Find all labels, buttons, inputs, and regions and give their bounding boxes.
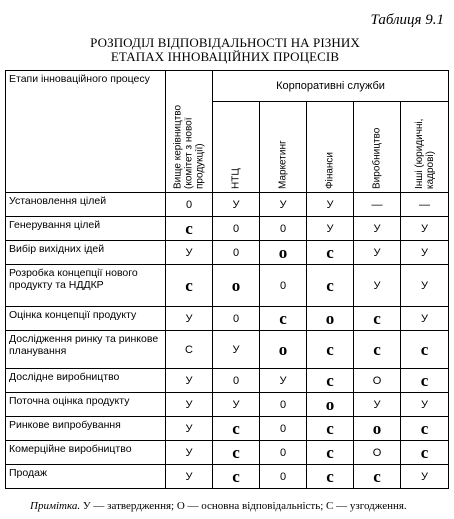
table-cell: с bbox=[307, 241, 354, 265]
table-cell: 0 bbox=[260, 441, 307, 465]
table-row bbox=[6, 417, 449, 441]
table-number: Таблиця 9.1 bbox=[370, 12, 444, 28]
table-row bbox=[6, 441, 449, 465]
row-stage: Поточна оцінка продукту bbox=[6, 393, 166, 417]
column-header-other-label: Інші (юридичні, кадрові) bbox=[413, 118, 436, 189]
table-cell: о bbox=[260, 241, 307, 265]
table-cell: о bbox=[307, 307, 354, 331]
table-cell: У bbox=[307, 193, 354, 217]
table-cell: с bbox=[401, 417, 449, 441]
column-header-ntc bbox=[213, 102, 260, 193]
table-cell: 0 bbox=[260, 265, 307, 307]
table-cell: У bbox=[354, 241, 401, 265]
column-header-finance-label: Фінанси bbox=[324, 151, 336, 189]
table-cell: У bbox=[166, 417, 213, 441]
table-cell: с bbox=[307, 331, 354, 369]
title-line-1: РОЗПОДІЛ ВІДПОВІДАЛЬНОСТІ НА РІЗНИХ bbox=[90, 35, 360, 50]
table-cell: У bbox=[213, 393, 260, 417]
table-cell: с bbox=[401, 369, 449, 393]
column-header-finance bbox=[307, 102, 354, 193]
responsibility-table bbox=[5, 70, 449, 489]
table-row bbox=[6, 369, 449, 393]
table-cell: с bbox=[166, 217, 213, 241]
table-row bbox=[6, 241, 449, 265]
table-cell: У bbox=[354, 265, 401, 307]
table-cell: 0 bbox=[166, 193, 213, 217]
table-cell: с bbox=[307, 465, 354, 489]
table-note bbox=[30, 500, 407, 512]
row-stage: Оцінка концепції продукту bbox=[6, 307, 166, 331]
table-cell: У bbox=[166, 465, 213, 489]
table-cell: 0 bbox=[213, 241, 260, 265]
column-header-management bbox=[166, 71, 213, 193]
row-stage: Продаж bbox=[6, 465, 166, 489]
column-header-marketing-label: Маркетинг bbox=[277, 140, 289, 189]
table-cell: с bbox=[401, 331, 449, 369]
table-cell: У bbox=[401, 393, 449, 417]
column-header-marketing bbox=[260, 102, 307, 193]
table-cell: с bbox=[213, 465, 260, 489]
table-cell: с bbox=[260, 307, 307, 331]
row-stage: Розробка концепції нового продукту та НДДКР bbox=[6, 265, 166, 307]
table-cell: У bbox=[307, 217, 354, 241]
table-cell: У bbox=[166, 441, 213, 465]
table-cell: У bbox=[401, 265, 449, 307]
row-stage: Дослідне виробництво bbox=[6, 369, 166, 393]
note-label: Примітка. bbox=[30, 500, 81, 512]
row-stage: Комерційне виробництво bbox=[6, 441, 166, 465]
table-cell: с bbox=[354, 465, 401, 489]
table-row bbox=[6, 217, 449, 241]
table-cell: 0 bbox=[260, 393, 307, 417]
table-cell: 0 bbox=[260, 465, 307, 489]
row-stage: Генерування цілей bbox=[6, 217, 166, 241]
table-cell: о bbox=[354, 417, 401, 441]
table-cell: У bbox=[260, 369, 307, 393]
table-cell: 0 bbox=[260, 217, 307, 241]
table-cell: о bbox=[213, 265, 260, 307]
column-header-production bbox=[354, 102, 401, 193]
table-cell: о bbox=[260, 331, 307, 369]
table-cell: с bbox=[307, 417, 354, 441]
table-cell: — bbox=[354, 193, 401, 217]
corporate-services-header: Корпоративні служби bbox=[213, 71, 449, 102]
table-row bbox=[6, 193, 449, 217]
table-cell: о bbox=[307, 393, 354, 417]
table-cell: 0 bbox=[213, 307, 260, 331]
table-cell: — bbox=[401, 193, 449, 217]
note-text: У — затвердження; О — основна відповідальність; С — узгодження. bbox=[82, 500, 407, 512]
table-cell: У bbox=[166, 307, 213, 331]
table-cell: О bbox=[354, 369, 401, 393]
table-cell: с bbox=[213, 441, 260, 465]
table-cell: с bbox=[307, 369, 354, 393]
column-header-production-label: Виробництво bbox=[371, 127, 383, 189]
table-cell: У bbox=[260, 193, 307, 217]
table-cell: 0 bbox=[213, 369, 260, 393]
table-cell: У bbox=[401, 241, 449, 265]
table-cell: с bbox=[213, 417, 260, 441]
table-row bbox=[6, 465, 449, 489]
table-cell: У bbox=[213, 331, 260, 369]
table-cell: У bbox=[401, 465, 449, 489]
table-cell: С bbox=[166, 331, 213, 369]
stages-header: Етапи інноваційного процесу bbox=[6, 71, 166, 193]
column-header-management-label: Вище керівництво (комітет з нової продукції) bbox=[172, 104, 206, 189]
column-header-ntc-label: НТЦ bbox=[230, 168, 242, 189]
table-cell: У bbox=[166, 241, 213, 265]
title-line-2: ЕТАПАХ ІННОВАЦІЙНИХ ПРОЦЕСІВ bbox=[110, 49, 340, 64]
table-cell: с bbox=[307, 441, 354, 465]
row-stage: Дослідження ринку та ринкове планування bbox=[6, 331, 166, 369]
table-row bbox=[6, 265, 449, 307]
table-cell: У bbox=[401, 307, 449, 331]
table-cell: с bbox=[401, 441, 449, 465]
table-cell: У bbox=[166, 369, 213, 393]
table-cell: О bbox=[354, 441, 401, 465]
table-cell: У bbox=[354, 217, 401, 241]
table-cell: с bbox=[307, 265, 354, 307]
table-cell: У bbox=[213, 193, 260, 217]
table-cell: У bbox=[354, 393, 401, 417]
table-cell: с bbox=[354, 307, 401, 331]
table-cell: с bbox=[354, 331, 401, 369]
table-cell: У bbox=[401, 217, 449, 241]
table-body bbox=[6, 193, 449, 489]
table-row bbox=[6, 393, 449, 417]
row-stage: Установлення цілей bbox=[6, 193, 166, 217]
table-cell: У bbox=[166, 393, 213, 417]
table-row bbox=[6, 331, 449, 369]
table-cell: 0 bbox=[213, 217, 260, 241]
table-title bbox=[60, 36, 390, 64]
row-stage: Ринкове випробування bbox=[6, 417, 166, 441]
row-stage: Вибір вихідних ідей bbox=[6, 241, 166, 265]
table-cell: с bbox=[166, 265, 213, 307]
table-cell: 0 bbox=[260, 417, 307, 441]
column-header-other bbox=[401, 102, 449, 193]
table-row bbox=[6, 307, 449, 331]
